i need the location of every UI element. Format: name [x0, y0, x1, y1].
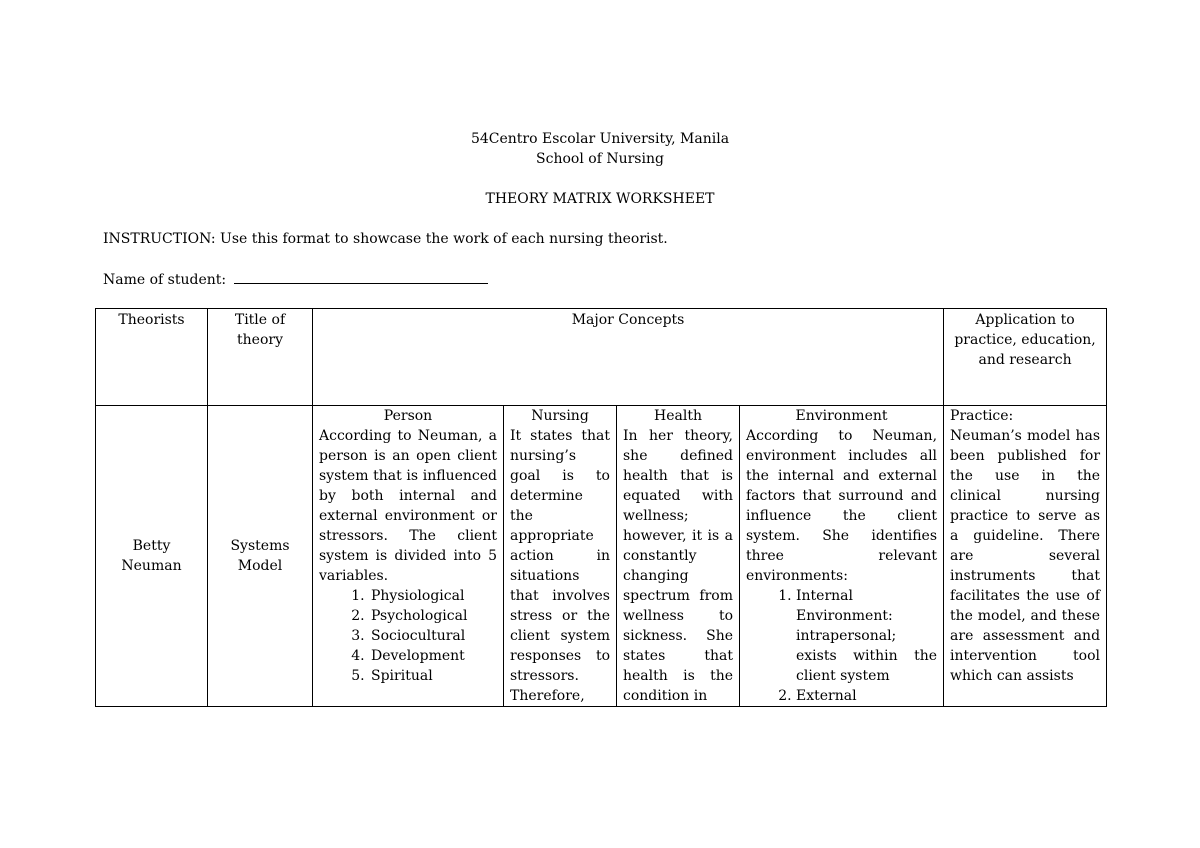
- cell-health: [617, 406, 740, 707]
- school-name: School of Nursing: [536, 151, 664, 167]
- header-major-concepts: Major Concepts: [313, 309, 944, 406]
- table-header-row: [96, 309, 1107, 406]
- university-name: 54Centro Escolar University, Manila: [470, 131, 730, 147]
- list-item: 2. Psychological: [369, 606, 497, 626]
- health-text: In her theory, she defined health that is equated with wellness; however, it is a constantly changing spectrum from wellness to sickness. She states that health is the condition in: [623, 428, 733, 704]
- student-name-label: Name of student:: [103, 272, 227, 288]
- environment-text: According to Neuman, environment includes all the internal and external factors that surround and influence the client system. She identifies three relevant environments:: [746, 428, 938, 584]
- person-text: According to Neuman, a person is an open client system that is influenced by both internal and external environment or stressors. The client system is divided into 5 variables.: [319, 428, 497, 584]
- cell-person: [313, 406, 504, 707]
- theory-title: Systems Model: [230, 538, 290, 574]
- cell-nursing: [504, 406, 617, 707]
- environment-heading: Environment: [795, 408, 888, 424]
- application-heading: Practice:: [950, 408, 1014, 424]
- cell-theorist: [96, 406, 208, 707]
- student-name-row: [103, 269, 488, 290]
- environment-list: [746, 586, 937, 706]
- application-text: Neuman’s model has been published for the use in the clinical nursing practice to serve as a guideline. There are several instruments that facilitates the use of the model, and these are assessment and intervention tool which can assists: [950, 428, 1101, 684]
- theorist-name: Betty Neuman: [121, 538, 182, 574]
- health-heading: Health: [654, 408, 702, 424]
- worksheet-title: THEORY MATRIX WORKSHEET: [485, 191, 715, 207]
- header-title-of-theory: Title of theory: [208, 309, 313, 406]
- cell-application: [944, 406, 1107, 707]
- person-heading: Person: [383, 408, 433, 424]
- nursing-heading: Nursing: [531, 408, 589, 424]
- list-item: 5. Spiritual: [369, 666, 497, 686]
- list-item: 3. Sociocultural: [369, 626, 497, 646]
- person-variables-list: [319, 586, 497, 686]
- list-item: 4. Development: [369, 646, 497, 666]
- theory-matrix-table: [95, 308, 1107, 707]
- list-item: 1. Internal Environment: intrapersonal; exists within the client system: [796, 586, 937, 686]
- instruction-text: INSTRUCTION: Use this format to showcase the work of each nursing theorist.: [103, 231, 668, 247]
- header-theorists: Theorists: [96, 309, 208, 406]
- header-application: Application to practice, education, and research: [944, 309, 1107, 406]
- list-item: 1. Physiological: [369, 586, 497, 606]
- student-name-blank[interactable]: [234, 269, 488, 284]
- cell-environment: [740, 406, 944, 707]
- table-row: [96, 406, 1107, 707]
- list-item: 2. External: [796, 686, 937, 706]
- cell-title: [208, 406, 313, 707]
- nursing-text: It states that nursing’s goal is to determine the appropriate action in situations that involves stress or the client system responses to stressors. Therefore,: [510, 428, 610, 704]
